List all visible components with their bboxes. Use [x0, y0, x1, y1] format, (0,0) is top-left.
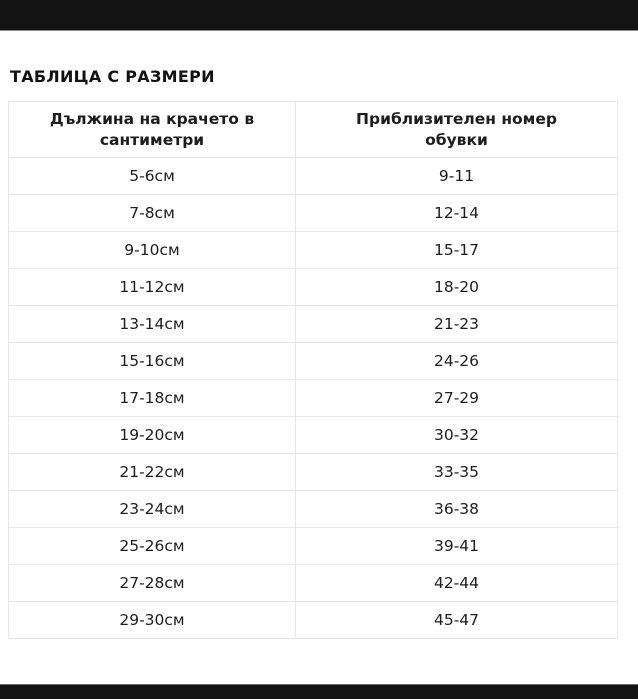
- foot-length-cell: 19-20см: [9, 417, 296, 454]
- shoe-size-cell: 21-23: [296, 306, 618, 343]
- column-header-shoe-size: [296, 102, 618, 158]
- table-row: [9, 528, 618, 565]
- size-table: [8, 101, 618, 639]
- foot-length-cell: 17-18см: [9, 380, 296, 417]
- foot-length-cell: 29-30см: [9, 602, 296, 639]
- foot-length-cell: 21-22см: [9, 454, 296, 491]
- shoe-size-cell: 45-47: [296, 602, 618, 639]
- table-row: [9, 602, 618, 639]
- foot-length-cell: 9-10см: [9, 232, 296, 269]
- shoe-size-cell: 24-26: [296, 343, 618, 380]
- table-row: [9, 195, 618, 232]
- column-header-foot-length: [9, 102, 296, 158]
- table-row: [9, 306, 618, 343]
- foot-length-cell: 25-26см: [9, 528, 296, 565]
- table-row: [9, 343, 618, 380]
- table-row: [9, 454, 618, 491]
- shoe-size-cell: 9-11: [296, 158, 618, 195]
- foot-length-cell: 15-16см: [9, 343, 296, 380]
- shoe-size-cell: 18-20: [296, 269, 618, 306]
- shoe-size-cell: 36-38: [296, 491, 618, 528]
- shoe-size-cell: 30-32: [296, 417, 618, 454]
- shoe-size-cell: 12-14: [296, 195, 618, 232]
- size-table-body: [9, 158, 618, 639]
- shoe-size-cell: 33-35: [296, 454, 618, 491]
- column-header-foot-length-label: Дължина на крачето в сантиметри: [49, 109, 255, 149]
- top-bar: [0, 0, 638, 31]
- shoe-size-cell: 42-44: [296, 565, 618, 602]
- table-row: [9, 491, 618, 528]
- header-row: [9, 102, 618, 158]
- table-row: [9, 380, 618, 417]
- foot-length-cell: 27-28см: [9, 565, 296, 602]
- table-row: [9, 269, 618, 306]
- column-header-shoe-size-label: Приблизителен номер обувки: [356, 109, 557, 149]
- foot-length-cell: 11-12см: [9, 269, 296, 306]
- foot-length-cell: 23-24см: [9, 491, 296, 528]
- table-row: [9, 417, 618, 454]
- table-row: [9, 565, 618, 602]
- shoe-size-cell: 27-29: [296, 380, 618, 417]
- table-row: [9, 232, 618, 269]
- size-table-header: [9, 102, 618, 158]
- foot-length-cell: 5-6см: [9, 158, 296, 195]
- page-title: ТАБЛИЦА С РАЗМЕРИ: [10, 67, 215, 86]
- shoe-size-cell: 15-17: [296, 232, 618, 269]
- shoe-size-cell: 39-41: [296, 528, 618, 565]
- bottom-bar: [0, 684, 638, 699]
- foot-length-cell: 7-8см: [9, 195, 296, 232]
- table-row: [9, 158, 618, 195]
- foot-length-cell: 13-14см: [9, 306, 296, 343]
